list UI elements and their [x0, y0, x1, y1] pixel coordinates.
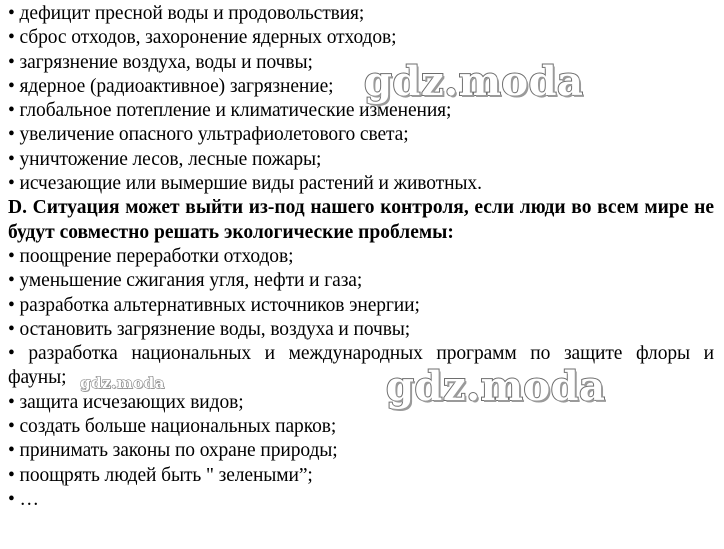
watermark-small: gdz.moda	[80, 374, 165, 392]
list-item: • ядерное (радиоактивное) загрязнение;	[8, 75, 334, 97]
document-body	[8, 2, 714, 512]
section-d-heading: D. Ситуация может выйти из-под нашего контроля, если люди во всем мире не будут совместно решать экологические проблемы:	[8, 197, 714, 243]
list-item: • поощрение переработки отходов;	[8, 245, 294, 267]
list-item: • разработка альтернативных источников энергии;	[8, 294, 420, 316]
list-item: • остановить загрязнение воды, воздуха и почвы;	[8, 318, 411, 340]
list-item: • увеличение опасного ультрафиолетового света;	[8, 124, 409, 146]
list-item: • принимать законы по охране природы;	[8, 440, 338, 462]
list-item-long-line2: фауны;	[8, 367, 67, 389]
list-item: • исчезающие или вымершие виды растений и животных.	[8, 173, 482, 195]
list-item: • загрязнение воздуха, воды и почвы;	[8, 51, 313, 73]
list-a	[8, 2, 714, 196]
watermark: gdz.moda	[386, 363, 606, 410]
list-item: • защита исчезающих видов;	[8, 391, 244, 413]
list-item: • сброс отходов, захоронение ядерных отходов;	[8, 27, 397, 49]
watermark: gdz.moda	[364, 58, 584, 105]
list-item: • …	[8, 488, 39, 510]
list-item: • уменьшение сжигания угля, нефти и газа;	[8, 270, 363, 292]
list-item: • уничтожение лесов, лесные пожары;	[8, 148, 322, 170]
list-item-long-line1: • разработка национальных и международных программ по защите флоры и	[8, 343, 714, 365]
list-item: • дефицит пресной воды и продовольствия;	[8, 3, 365, 24]
list-item: • создать больше национальных парков;	[8, 416, 337, 438]
list-item: • поощрять людей быть " зелеными”;	[8, 464, 313, 486]
list-item: • глобальное потепление и климатические изменения;	[8, 100, 452, 122]
